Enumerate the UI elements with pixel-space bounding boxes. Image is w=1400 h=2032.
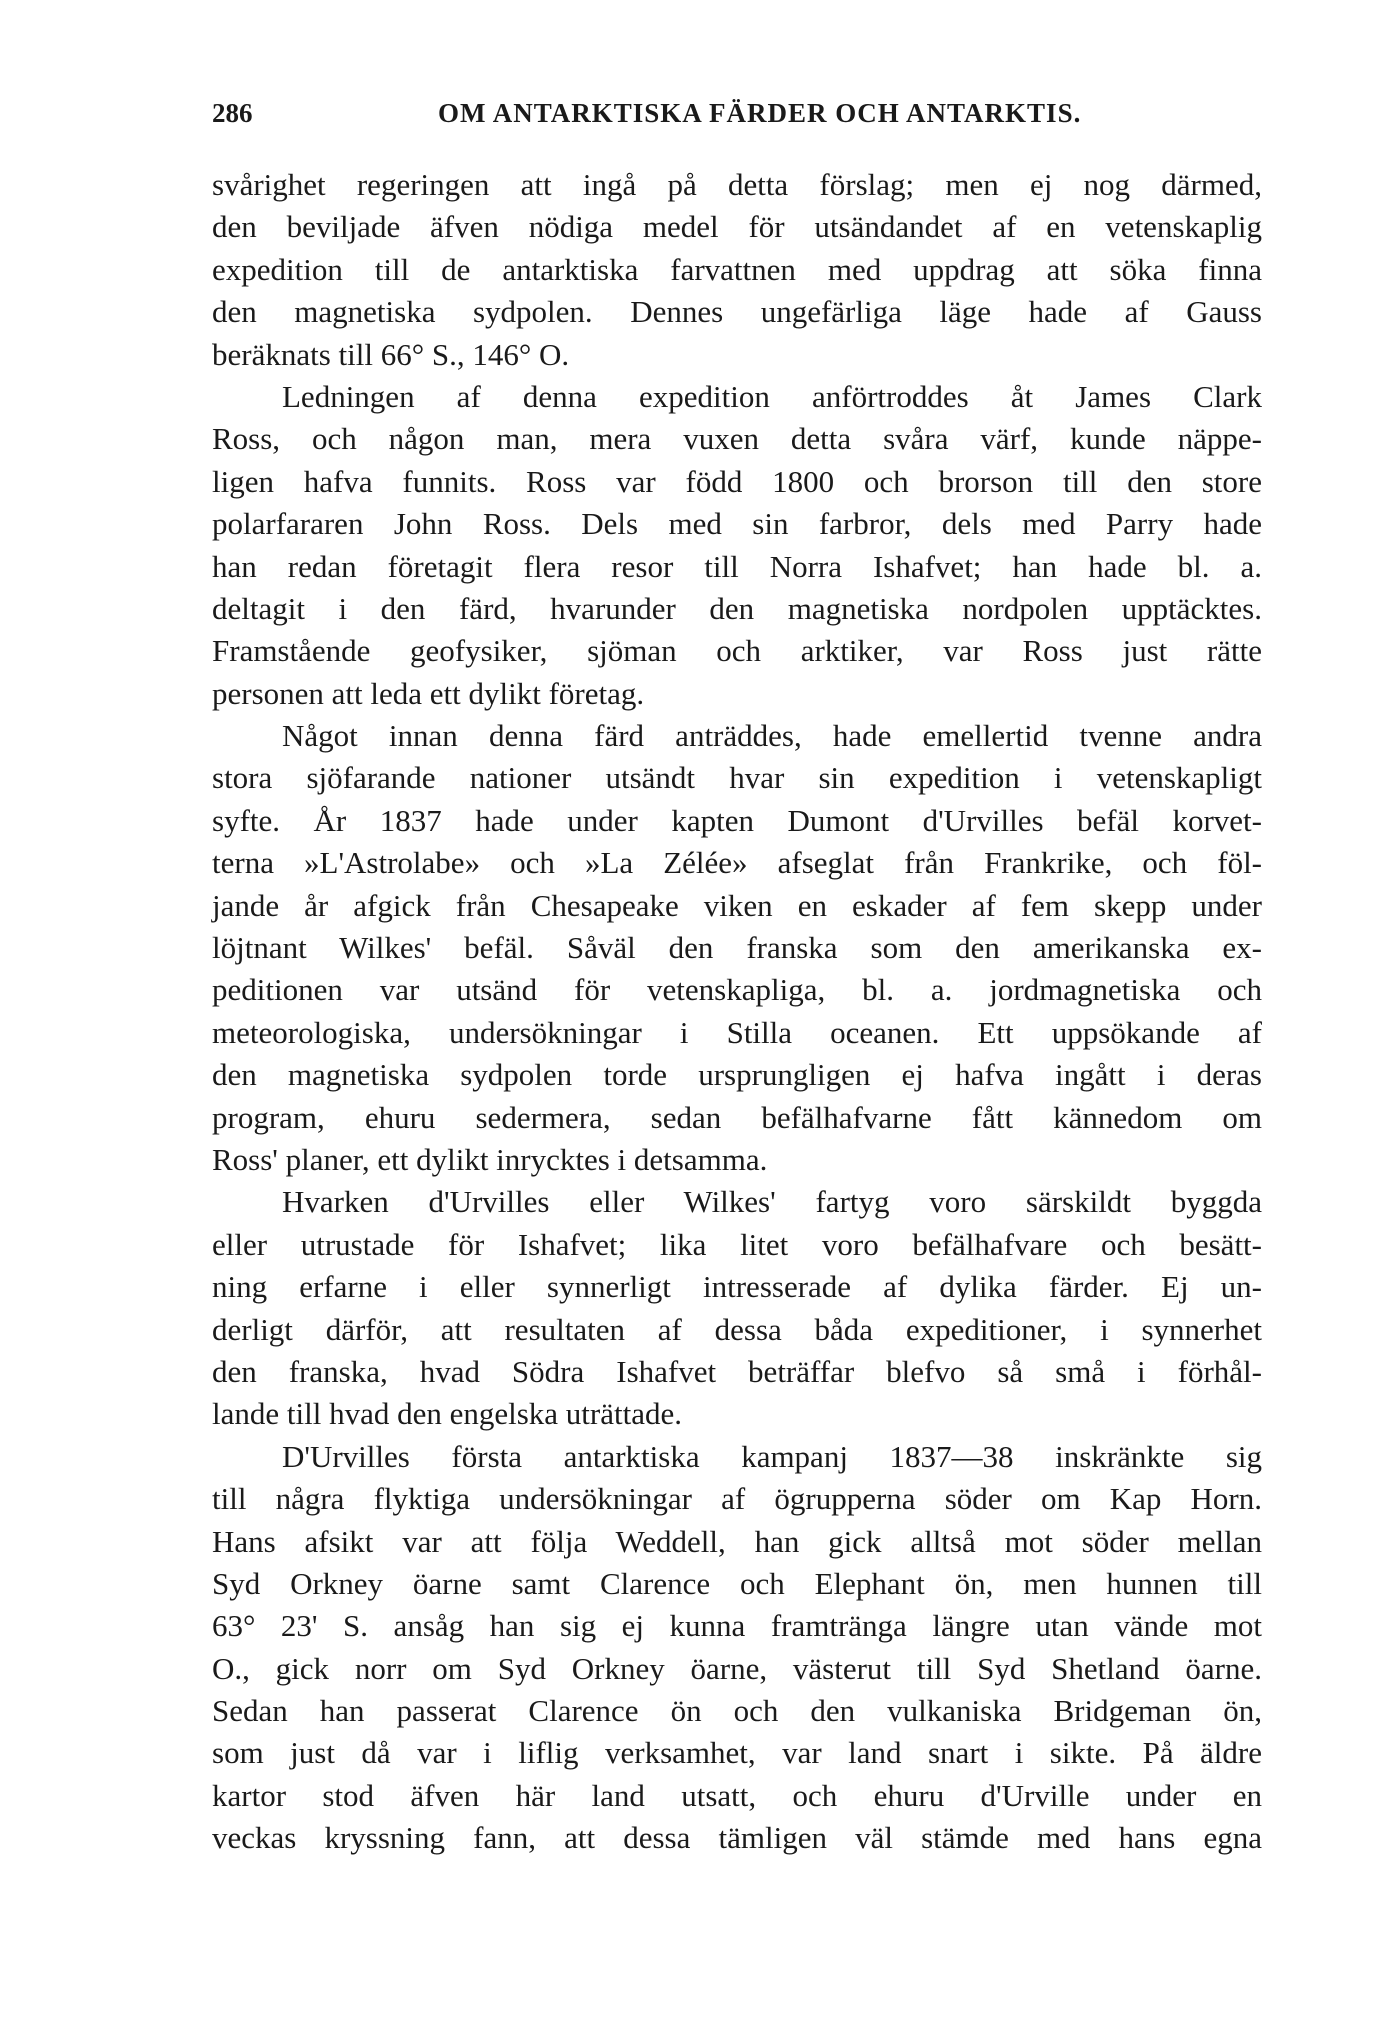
text-line: polarfararen John Ross. Dels med sin farbror, dels med Parry hade [212, 506, 1262, 542]
text-line: O., gick norr om Syd Orkney öarne, västerut till Syd Shetland öarne. [212, 1650, 1262, 1686]
text-line: expedition till de antarktiska farvattnen med uppdrag att söka finna [212, 251, 1262, 287]
text-line: den magnetiska sydpolen torde ursprungligen ej hafva ingått i deras [212, 1057, 1262, 1093]
text-line: ning erfarne i eller synnerligt intresserade af dylika färder. Ej un- [212, 1269, 1262, 1305]
text-line: som just då var i liflig verksamhet, var land snart i sikte. På äldre [212, 1735, 1262, 1771]
text-line: ligen hafva funnits. Ross var född 1800 och brorson till den store [212, 463, 1262, 499]
text-line: veckas kryssning fann, att dessa tämligen väl stämde med hans egna [212, 1820, 1262, 1856]
text-line: 63° 23' S. ansåg han sig ej kunna framtränga längre utan vände mot [212, 1608, 1262, 1644]
text-line: den magnetiska sydpolen. Dennes ungefärliga läge hade af Gauss [212, 294, 1262, 330]
text-line: meteorologiska, undersökningar i Stilla oceanen. Ett uppsökande af [212, 1014, 1262, 1050]
paragraph [212, 1181, 1262, 1435]
body-text [212, 164, 1262, 1860]
text-line: löjtnant Wilkes' befäl. Såväl den franska som den amerikanska ex- [212, 930, 1262, 966]
text-line: D'Urvilles första antarktiska kampanj 1837—38 inskränkte sig [282, 1438, 1262, 1474]
text-line: Syd Orkney öarne samt Clarence och Elephant ön, men hunnen till [212, 1565, 1262, 1601]
paragraph [212, 1436, 1262, 1860]
paragraph [212, 715, 1262, 1181]
text-line: den beviljade äfven nödiga medel för utsändandet af en vetenskaplig [212, 209, 1262, 245]
text-line: deltagit i den färd, hvarunder den magnetiska nordpolen upptäcktes. [212, 590, 1262, 626]
text-line: syfte. År 1837 hade under kapten Dumont d'Urvilles befäl korvet- [212, 802, 1262, 838]
text-line: Hans afsikt var att följa Weddell, han gick alltså mot söder mellan [212, 1523, 1262, 1559]
text-line: peditionen var utsänd för vetenskapliga, bl. a. jordmagnetiska och [212, 972, 1262, 1008]
text-line: Ross' planer, ett dylikt inrycktes i detsamma. [212, 1141, 768, 1177]
text-line: Ross, och någon man, mera vuxen detta svåra värf, kunde näppe- [212, 421, 1262, 457]
text-line: Hvarken d'Urvilles eller Wilkes' fartyg voro särskildt byggda [282, 1184, 1262, 1220]
text-line: Sedan han passerat Clarence ön och den vulkaniska Bridgeman ön, [212, 1693, 1262, 1729]
page-number: 286 [212, 98, 253, 128]
text-line: Ledningen af denna expedition anförtroddes åt James Clark [282, 378, 1262, 414]
text-line: stora sjöfarande nationer utsändt hvar sin expedition i vetenskapligt [212, 760, 1262, 796]
text-line: den franska, hvad Södra Ishafvet beträffar blefvo så små i förhål- [212, 1353, 1262, 1389]
text-line: program, ehuru sedermera, sedan befälhafvarne fått kännedom om [212, 1099, 1262, 1135]
text-line: lande till hvad den engelska uträttade. [212, 1396, 682, 1432]
page-header [212, 98, 1262, 138]
paragraph [212, 164, 1262, 376]
paragraph [212, 376, 1262, 715]
text-line: derligt därför, att resultaten af dessa båda expeditioner, i synnerhet [212, 1311, 1262, 1347]
text-line: svårighet regeringen att ingå på detta förslag; men ej nog därmed, [212, 167, 1262, 202]
text-line: Framstående geofysiker, sjöman och arktiker, var Ross just rätte [212, 633, 1262, 669]
text-line: Något innan denna färd anträddes, hade emellertid tvenne andra [282, 718, 1262, 754]
text-line: jande år afgick från Chesapeake viken en eskader af fem skepp under [212, 887, 1262, 923]
text-line: beräknats till 66° S., 146° O. [212, 336, 570, 372]
text-line: kartor stod äfven här land utsatt, och ehuru d'Urville under en [212, 1777, 1262, 1813]
text-line: personen att leda ett dylikt företag. [212, 675, 645, 711]
text-line: han redan företagit flera resor till Norra Ishafvet; han hade bl. a. [212, 548, 1262, 584]
running-head: OM ANTARKTISKA FÄRDER OCH ANTARKTIS. [438, 98, 1082, 128]
text-line: eller utrustade för Ishafvet; lika litet voro befälhafvare och besätt- [212, 1226, 1262, 1262]
text-line: terna »L'Astrolabe» och »La Zélée» afseglat från Frankrike, och föl- [212, 845, 1262, 881]
text-line: till några flyktiga undersökningar af ögrupperna söder om Kap Horn. [212, 1481, 1262, 1517]
